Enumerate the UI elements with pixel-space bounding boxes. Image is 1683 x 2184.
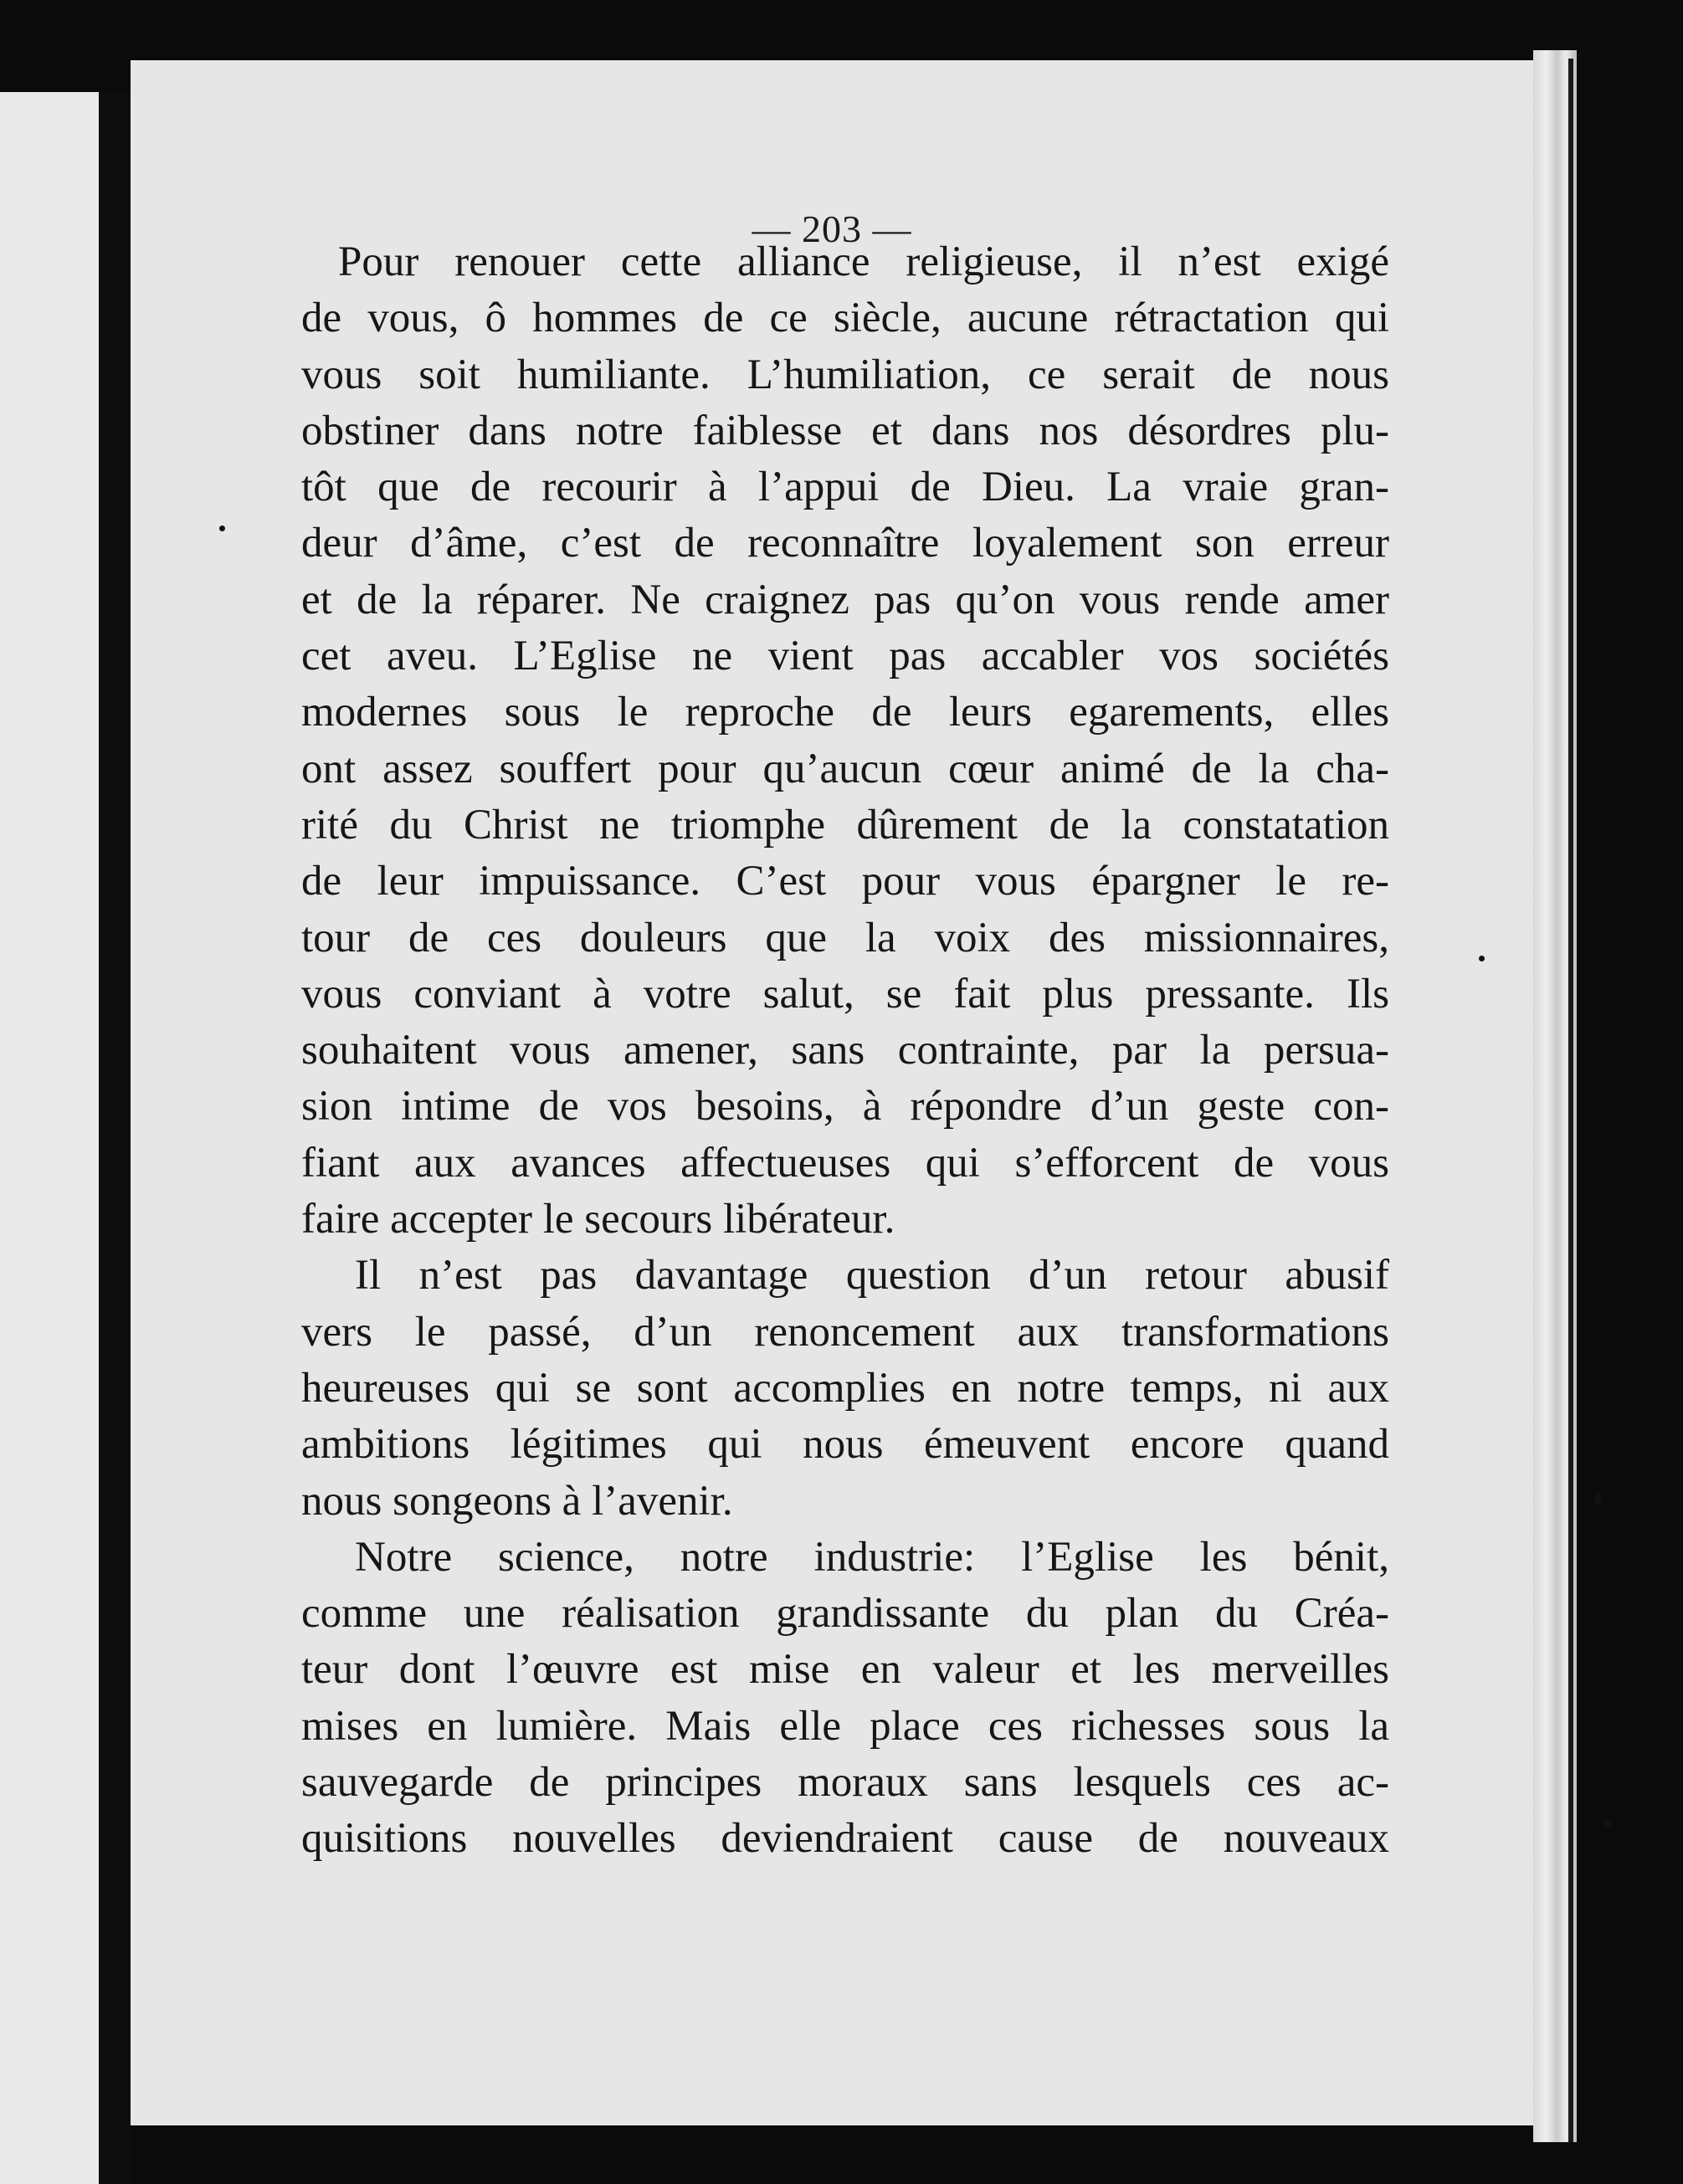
text-line: vers le passé, d’un renoncement aux transformations (301, 1308, 1389, 1356)
scan-speck (1603, 1819, 1613, 1828)
text-line: deur d’âme, c’est de reconnaître loyalement son erreur (301, 520, 1389, 567)
text-line: quisitions nouvelles deviendraient cause de nouveaux (301, 1815, 1389, 1863)
text-line: teur dont l’œuvre est mise en valeur et les merveilles (301, 1646, 1389, 1694)
paragraph (301, 1530, 1389, 1868)
text-line: sauvegarde de principes moraux sans lesquels ces ac- (301, 1759, 1389, 1807)
text-line: modernes sous le reproche de leurs egarements, elles (301, 689, 1389, 736)
text-line: rité du Christ ne triomphe dûrement de la constatation (301, 801, 1389, 848)
text-line: obstiner dans notre faiblesse et dans nos désordres plu- (301, 407, 1389, 454)
text-line: comme une réalisation grandissante du plan du Créa- (301, 1590, 1389, 1638)
text-line: heureuses qui se sont accomplies en notre temps, ni aux (301, 1364, 1389, 1412)
text-line: vous soit humiliante. L’humiliation, ce serait de nous (301, 351, 1389, 398)
scan-speck (219, 525, 225, 531)
text-line: tôt que de recourir à l’appui de Dieu. La vraie gran- (301, 464, 1389, 511)
text-line: ont assez souffert pour qu’aucun cœur animé de la cha- (301, 745, 1389, 792)
text-line: cet aveu. L’Eglise ne vient pas accabler vos sociétés (301, 633, 1389, 680)
book-gutter (99, 92, 131, 2184)
text-line: mises en lumière. Mais elle place ces richesses sous la (301, 1702, 1389, 1750)
text-line: Pour renouer cette alliance religieuse, il n’est exigé (338, 238, 1389, 285)
scan-speck (1594, 1494, 1603, 1504)
text-line: fiant aux avances affectueuses qui s’efforcent de vous (301, 1139, 1389, 1187)
page-stack-shadow (1568, 59, 1573, 2142)
text-line: souhaitent vous amener, sans contrainte, par la persua- (301, 1027, 1389, 1074)
paragraph (301, 1248, 1389, 1529)
text-line: de vous, ô hommes de ce siècle, aucune rétractation qui (301, 295, 1389, 342)
scan-speck (1479, 956, 1485, 961)
text-line: faire accepter le secours libérateur. (301, 1196, 895, 1243)
text-line: Il n’est pas davantage question d’un retour abusif (355, 1252, 1389, 1300)
paragraph (301, 234, 1389, 1248)
text-line: sion intime de vos besoins, à répondre d’un geste con- (301, 1083, 1389, 1130)
page-number: — 203 — (752, 208, 912, 250)
text-line: de leur impuissance. C’est pour vous épargner le re- (301, 858, 1389, 905)
body-text (301, 234, 1389, 1868)
text-line: nous songeons à l’avenir. (301, 1477, 733, 1525)
text-line: tour de ces douleurs que la voix des missionnaires, (301, 914, 1389, 961)
text-line: et de la réparer. Ne craignez pas qu’on vous rende amer (301, 576, 1389, 623)
text-line: ambitions légitimes qui nous émeuvent encore quand (301, 1421, 1389, 1469)
text-line: Notre science, notre industrie: l’Eglise les bénit, (355, 1533, 1389, 1581)
text-line: vous conviant à votre salut, se fait plus pressante. Ils (301, 970, 1389, 1018)
